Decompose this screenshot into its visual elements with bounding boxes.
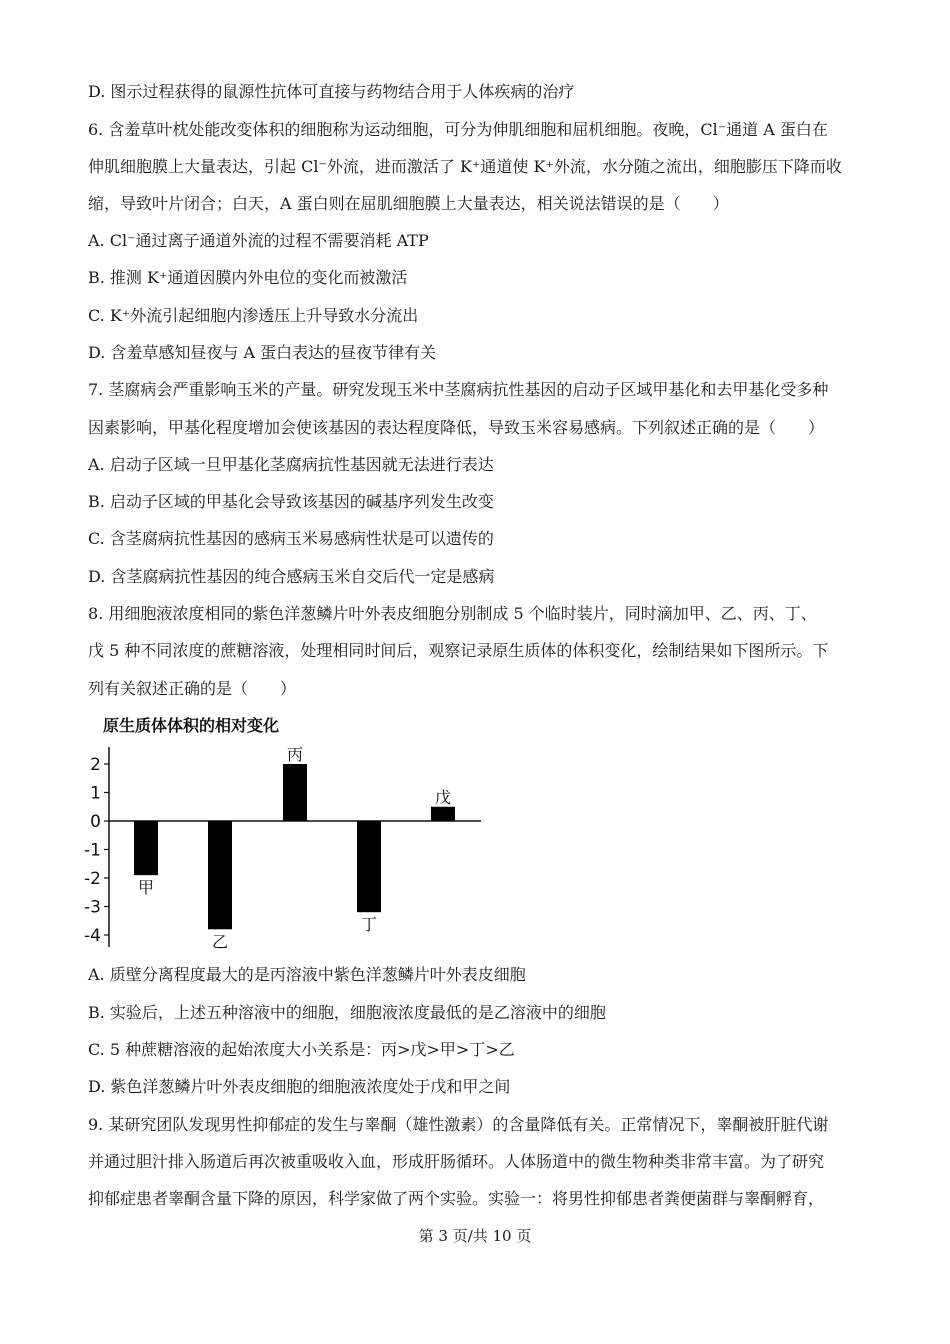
question-6-line-1: 6. 含羞草叶枕处能改变体积的细胞称为运动细胞，可分为伸肌细胞和屈机细胞。夜晚，Cl⁻通道 A 蛋白在 bbox=[88, 120, 828, 139]
y-tick-label: 0 bbox=[90, 812, 101, 832]
question-7-line-2: 因素影响，甲基化程度增加会使该基因的表达程度降低，导致玉米容易感病。下列叙述正确的是（ ） bbox=[88, 418, 825, 437]
option-8b: B. 实验后，上述五种溶液中的细胞，细胞液浓度最低的是乙溶液中的细胞 bbox=[88, 1003, 606, 1022]
option-7d: D. 含茎腐病抗性基因的纯合感病玉米自交后代一定是感病 bbox=[88, 567, 495, 586]
y-tick-label: -2 bbox=[84, 869, 101, 889]
bar-label: 甲 bbox=[137, 878, 155, 898]
bar-2 bbox=[208, 821, 232, 929]
option-5d: D. 图示过程获得的鼠源性抗体可直接与药物结合用于人体疾病的治疗 bbox=[88, 82, 575, 101]
option-6b: B. 推测 K⁺通道因膜内外电位的变化而被激活 bbox=[88, 268, 408, 287]
bar-label: 丙 bbox=[286, 745, 304, 764]
y-tick-label: 1 bbox=[90, 783, 101, 804]
question-6-line-2: 伸肌细胞膜上大量表达，引起 Cl⁻外流，进而激活了 K⁺通道使 K⁺外流，水分随之流出，细胞膨压下降而收 bbox=[88, 157, 842, 176]
question-8-line-1: 8. 用细胞液浓度相同的紫色洋葱鳞片叶外表皮细胞分别制成 5 个临时装片，同时滴加甲、乙、丙、丁、 bbox=[88, 604, 817, 623]
question-6-line-3: 缩，导致叶片闭合；白天，A 蛋白则在屈肌细胞膜上大量表达，相关说法错误的是（ ） bbox=[88, 194, 729, 213]
bars bbox=[134, 764, 455, 929]
bar-label: 乙 bbox=[211, 932, 229, 952]
y-tick-label: -3 bbox=[84, 897, 101, 918]
bar-3 bbox=[283, 764, 307, 821]
question-9-line-2: 并通过胆汁排入肠道后再次被重吸收入血，形成肝肠循环。人体肠道中的微生物种类非常丰富。为了研究 bbox=[88, 1152, 825, 1171]
bar-5 bbox=[431, 807, 455, 821]
y-tick-label: 2 bbox=[90, 755, 101, 775]
question-9-line-1: 9. 某研究团队发现男性抑郁症的发生与睾酮（雄性激素）的含量降低有关。正常情况下，睾酮被肝脏代谢 bbox=[88, 1115, 829, 1134]
y-tick-label: -4 bbox=[84, 926, 101, 946]
bar-chart bbox=[86, 707, 506, 957]
option-8a: A. 质壁分离程度最大的是丙溶液中紫色洋葱鳞片叶外表皮细胞 bbox=[88, 965, 526, 984]
question-8-line-2: 戊 5 种不同浓度的蔗糖溶液，处理相同时间后，观察记录原生质体的体积变化，绘制结果如下图所示。下 bbox=[88, 641, 829, 660]
y-tick-label: -1 bbox=[84, 840, 101, 861]
bar-1 bbox=[134, 821, 158, 875]
option-8c: C. 5 种蔗糖溶液的起始浓度大小关系是：丙>戊>甲>丁>乙 bbox=[88, 1040, 515, 1059]
bar-label: 戊 bbox=[434, 787, 452, 807]
question-9-line-3: 抑郁症患者睾酮含量下降的原因，科学家做了两个实验。实验一：将男性抑郁患者粪便菌群与睾酮孵育， bbox=[88, 1189, 825, 1208]
option-6d: D. 含羞草感知昼夜与 A 蛋白表达的昼夜节律有关 bbox=[88, 343, 437, 362]
question-8-line-3: 列有关叙述正确的是（ ） bbox=[88, 679, 297, 698]
option-7a: A. 启动子区域一旦甲基化茎腐病抗性基因就无法进行表达 bbox=[88, 455, 494, 474]
chart-title: 原生质体体积的相对变化 bbox=[103, 716, 280, 735]
bar-4 bbox=[357, 821, 381, 912]
bar-label: 丁 bbox=[360, 915, 378, 935]
option-7b: B. 启动子区域的甲基化会导致该基因的碱基序列发生改变 bbox=[88, 492, 494, 511]
option-6c: C. K⁺外流引起细胞内渗透压上升导致水分流出 bbox=[88, 306, 419, 325]
page-footer: 第 3 页/共 10 页 bbox=[418, 1227, 532, 1245]
option-7c: C. 含茎腐病抗性基因的感病玉米易感病性状是可以遗传的 bbox=[88, 529, 494, 548]
question-7-line-1: 7. 茎腐病会严重影响玉米的产量。研究发现玉米中茎腐病抗性基因的启动子区域甲基化和去甲基化受多种 bbox=[88, 380, 829, 399]
option-6a: A. Cl⁻通过离子通道外流的过程不需要消耗 ATP bbox=[88, 231, 429, 250]
option-8d: D. 紫色洋葱鳞片叶外表皮细胞的细胞液浓度处于戊和甲之间 bbox=[88, 1077, 511, 1096]
y-ticks bbox=[84, 755, 109, 946]
